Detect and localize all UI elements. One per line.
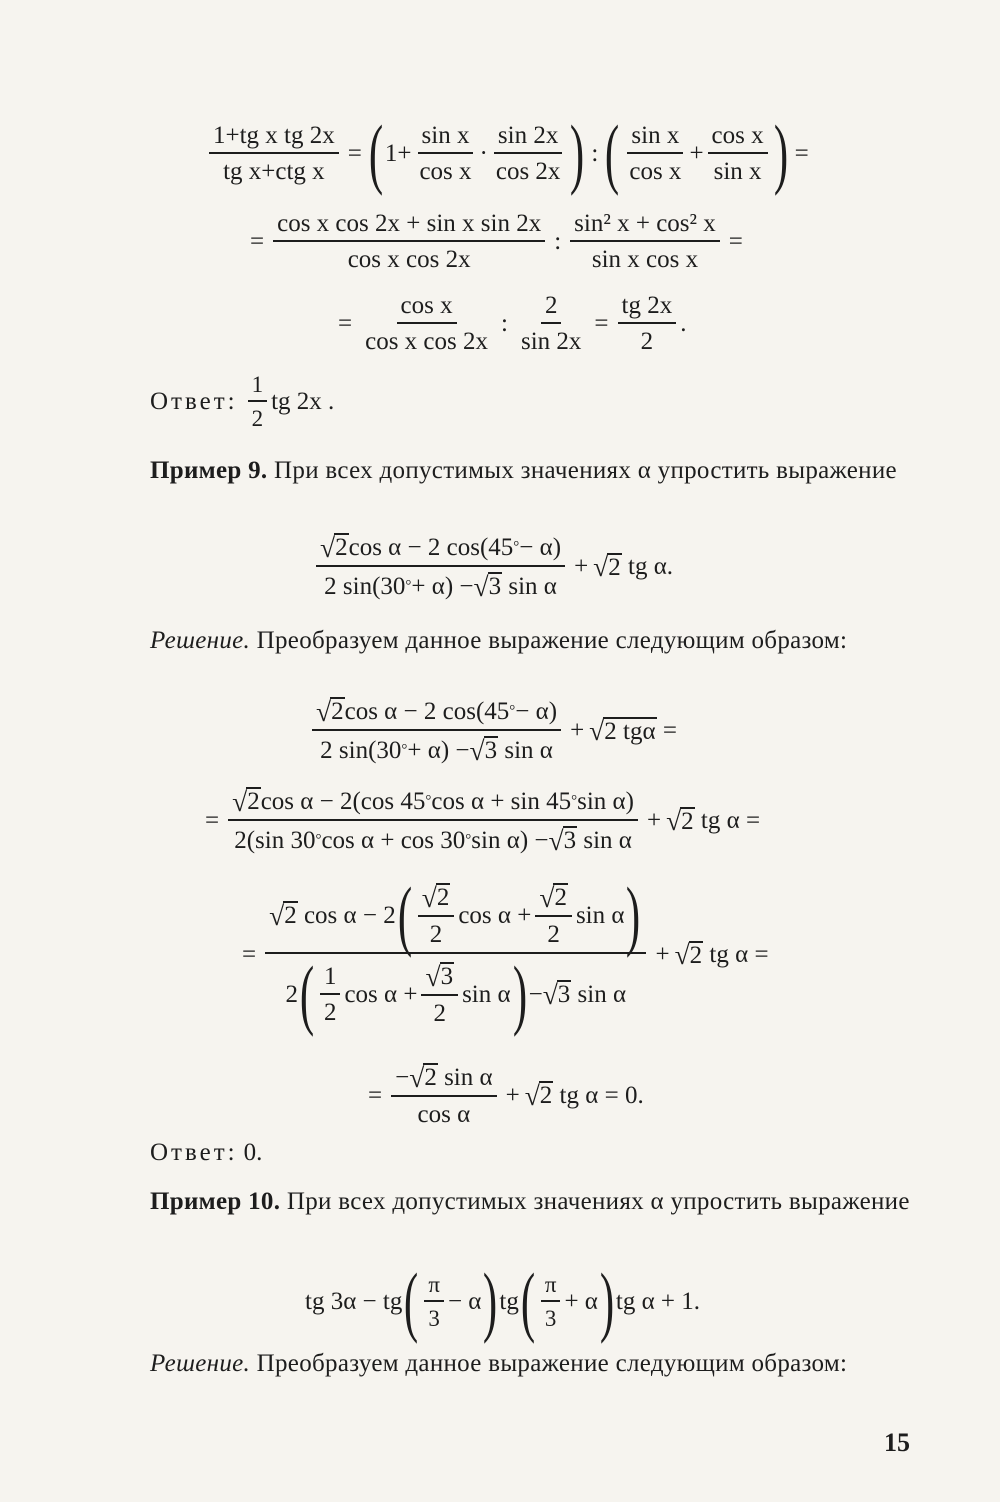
expr-text: tg α + 1. bbox=[615, 1287, 701, 1315]
answer-value: 0. bbox=[243, 1139, 263, 1166]
expr-text: sin α bbox=[504, 736, 553, 764]
expr-text: + α bbox=[564, 1287, 598, 1315]
frac-den: cos α bbox=[417, 1101, 471, 1129]
expr-text: sin α bbox=[583, 826, 632, 854]
equation-line-3: = $\frac{\text{cos x}}{\text{cos x cos 2x}}$ : $\frac{2}{\sin 2x}$ = $\frac{tg 2x}{2}$ . bbox=[338, 292, 687, 355]
frac-den: sin x cos x bbox=[591, 246, 699, 273]
frac-den: cos x cos 2x bbox=[365, 328, 489, 355]
expr-text: − α) bbox=[519, 533, 562, 561]
expr-text: + α) − bbox=[407, 736, 470, 764]
solution-9-line-3: = √ 2 cos α − 2 ( √ 2 2 cos α + √ 2 2 sin α ) 2 ( $\frac{1}{2}$ cos α + √ 3 2 sin α ) − √ 3 sin α + √ 2 tg α = bbox=[242, 871, 769, 1038]
frac-den: sin 2x bbox=[520, 328, 582, 355]
expr-text: − α bbox=[447, 1287, 482, 1315]
answer-label: Ответ: bbox=[150, 1139, 238, 1166]
one-plus: 1+ bbox=[384, 139, 412, 167]
expr-text: sin α) − bbox=[471, 826, 549, 854]
expr-text: cos α − 2(cos 45 bbox=[260, 787, 426, 815]
expr-text: 2 sin(30 bbox=[324, 572, 406, 600]
frac-den: cos x bbox=[419, 157, 472, 185]
frac-num: sin x bbox=[418, 123, 474, 154]
answer-rest: tg 2x . bbox=[271, 388, 335, 415]
solution-label: Решение. bbox=[150, 1350, 251, 1377]
example-title: Пример 9. bbox=[150, 457, 268, 484]
expr-text: + α) − bbox=[411, 572, 474, 600]
frac-den: 3 bbox=[544, 1305, 557, 1331]
solution-text: Преобразуем данное выражение следующим образом: bbox=[256, 1350, 848, 1377]
frac-den: 3 bbox=[428, 1305, 440, 1331]
frac-den: cos 2x bbox=[495, 157, 561, 185]
page-number: 15 bbox=[884, 1428, 910, 1457]
solution-text: Преобразуем данное выражение следующим образом: bbox=[256, 627, 848, 654]
expr-text: sin α bbox=[444, 1063, 493, 1091]
frac-num: 1 bbox=[248, 373, 268, 402]
example-10-expression: tg 3α − tg ( $\frac{\pi}{3}$ − α ) tg ( $\frac{\pi}{3}$ + α ) tg α + 1. bbox=[305, 1257, 701, 1344]
solution-9-line-2: = √ 2 cos α − 2(cos 45 ° cos α + sin 45 ° sin α) 2(sin 30 ° cos α + cos 30 ° sin α) − √ 3 sin α + √ 2 tg α = bbox=[205, 785, 761, 856]
expr-text: cos α − 2 cos(45 bbox=[348, 533, 514, 561]
expr-text: tg α = 0. bbox=[559, 1081, 644, 1109]
expr-text: cos α − 2 cos(45 bbox=[344, 697, 510, 725]
answer-2 bbox=[150, 1140, 262, 1165]
example-10-paragraph bbox=[108, 1186, 912, 1218]
example-text: При всех допустимых значениях α упростить выражение bbox=[274, 457, 897, 484]
frac-den: cos x bbox=[629, 157, 682, 185]
expr-text: tg 3α − tg bbox=[305, 1287, 403, 1315]
lhs-numerator: 1+tg x tg 2x bbox=[209, 123, 339, 154]
solution-10-paragraph bbox=[108, 1348, 912, 1380]
answer-1 bbox=[150, 373, 334, 430]
frac-den: sin x bbox=[713, 157, 762, 185]
example-text: При всех допустимых значениях α упростить выражение bbox=[286, 1188, 910, 1215]
expr-text: − α) bbox=[515, 697, 558, 725]
frac-num: π bbox=[424, 1273, 444, 1302]
frac-den: cos x cos 2x bbox=[347, 246, 471, 273]
frac-num: cos x bbox=[397, 293, 457, 324]
answer-label: Ответ: bbox=[150, 388, 238, 415]
frac-num: sin² x + cos² x bbox=[570, 211, 720, 242]
frac-num: sin x bbox=[627, 123, 683, 154]
expr-text: sin α bbox=[508, 572, 557, 600]
frac-den: 2 bbox=[640, 328, 654, 355]
solution-9-line-4: = − √ 2 sin α cos α + √ 2 tg α = 0. bbox=[368, 1061, 644, 1129]
frac-num: cos x bbox=[708, 123, 768, 154]
expr-text: sin α) bbox=[577, 787, 634, 815]
expr-text: cos α + cos 30 bbox=[321, 826, 466, 854]
lhs-denominator: tg x+ctg x bbox=[223, 157, 325, 185]
expr-text: 2(sin 30 bbox=[234, 826, 316, 854]
equation-line-1: $\frac{\text{1+tg x tg 2x}}{\text{tg x+ctg x}}$ = ( 1+ $\frac{\text{sin x}}{\text{cos x}}$ · $\frac{\sin 2x}{\cos 2x}$ ) : ( $\frac{\text{sin x}}{\text{cos x}}$ + $\frac{\text{cos x}}{\text{sin x}}$ ) = bbox=[205, 118, 814, 188]
example-9-paragraph bbox=[108, 455, 912, 487]
frac-num: π bbox=[541, 1273, 561, 1302]
frac-num: 2 bbox=[541, 293, 562, 324]
frac-num: sin 2x bbox=[494, 123, 562, 154]
expr-text: 2 sin(30 bbox=[320, 736, 402, 764]
example-9-expression: √ 2 cos α − 2 cos(45 ° − α) 2 sin(30 ° + α) − √ 3 sin α + √ 2 tg α. bbox=[312, 533, 673, 601]
example-title: Пример 10. bbox=[150, 1188, 281, 1215]
solution-9-line-1: √ 2 cos α − 2 cos(45 ° − α) 2 sin(30 ° + α) − √ 3 sin α + √ 2 tgα = bbox=[308, 697, 677, 765]
frac-den: 2 bbox=[251, 406, 264, 431]
solution-label: Решение. bbox=[150, 627, 251, 654]
solution-9-paragraph bbox=[108, 625, 912, 657]
expr-text: tg α. bbox=[628, 553, 674, 581]
expr-text: cos α + sin 45 bbox=[431, 787, 572, 815]
expr-text: tg α = bbox=[700, 807, 761, 835]
expr-text: tg bbox=[499, 1287, 519, 1315]
expr-text: tg α = bbox=[709, 941, 769, 969]
equation-line-2: = $\frac{\text{cos x cos 2x + sin x sin 2x}}{\text{cos x cos 2x}}$ : $\frac{\text{sin² x + cos² x}}{\text{sin x cos x}}$ = bbox=[250, 210, 743, 273]
frac-num: cos x cos 2x + sin x sin 2x bbox=[273, 211, 545, 242]
frac-num: tg 2x bbox=[618, 293, 677, 324]
